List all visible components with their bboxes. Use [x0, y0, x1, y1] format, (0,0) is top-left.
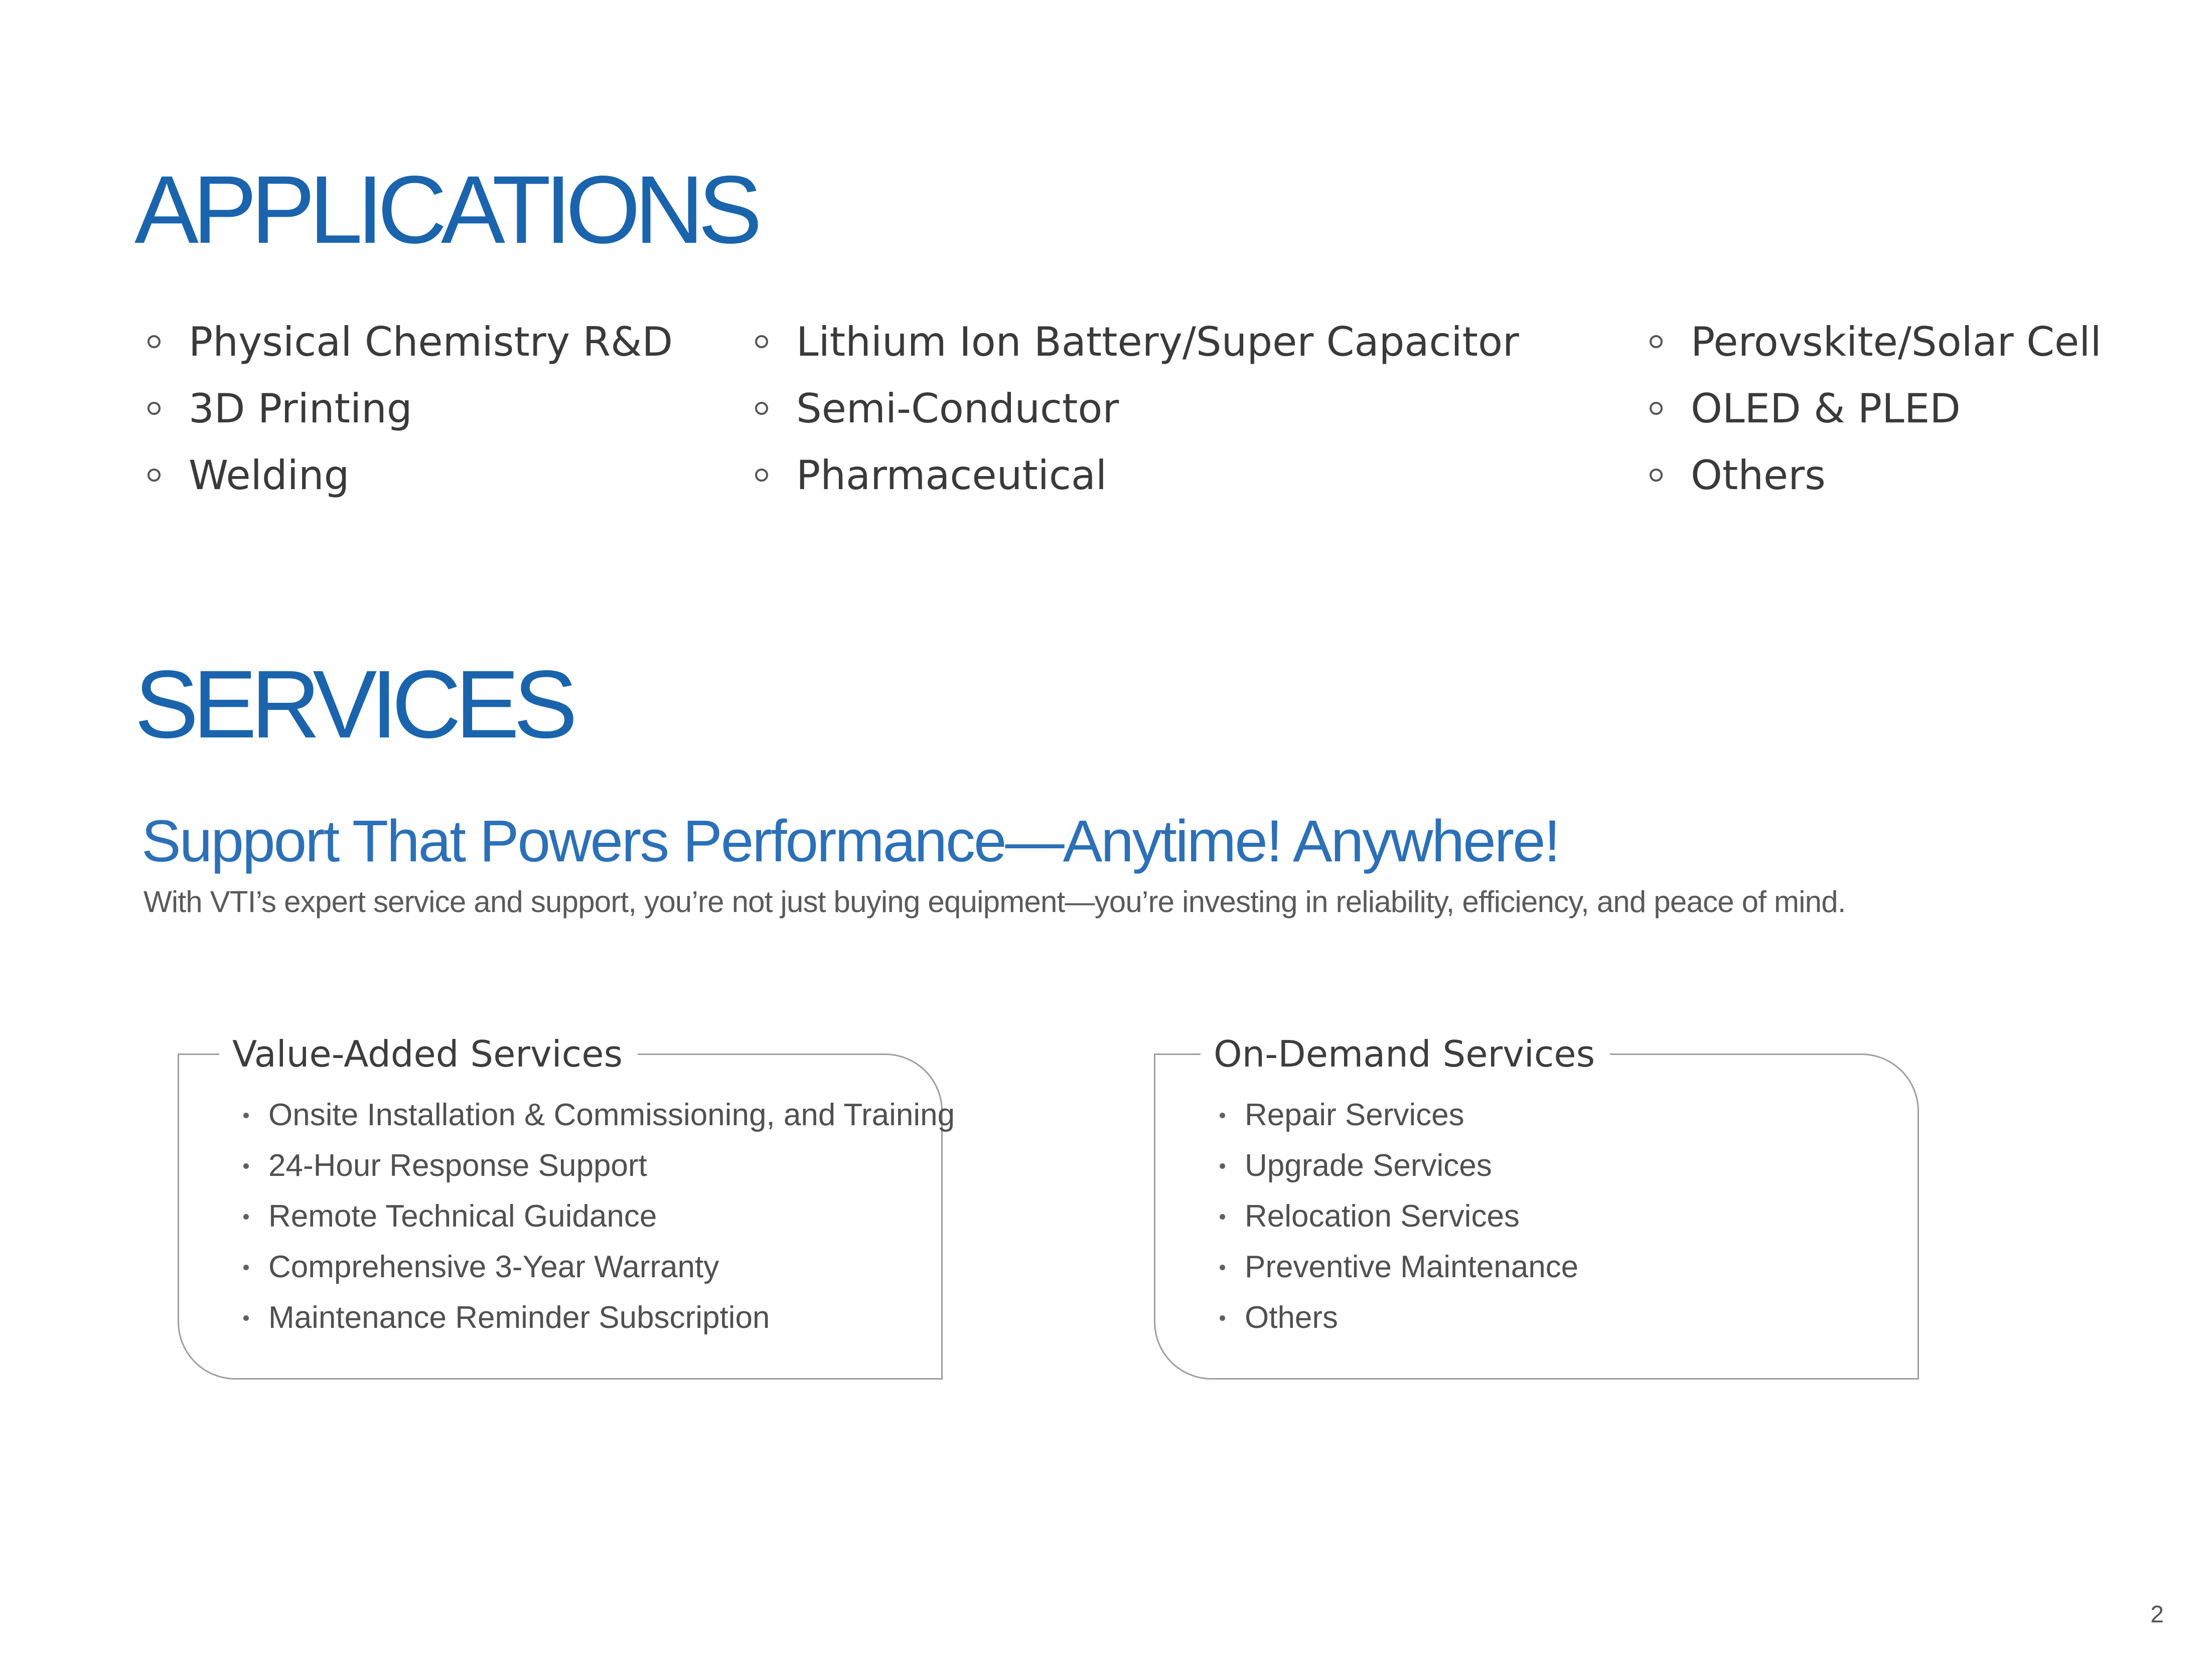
list-item: [1220, 1242, 1578, 1293]
value-added-services-box: [178, 1033, 955, 1380]
service-label: 24-Hour Response Support: [268, 1148, 647, 1183]
application-item: [1650, 450, 2102, 517]
application-item: [755, 450, 1519, 517]
application-label: 3D Printing: [189, 385, 412, 432]
application-item: [1650, 384, 2102, 450]
circle-bullet-icon: [1650, 469, 1663, 482]
service-label: Relocation Services: [1245, 1199, 1520, 1234]
circle-bullet-icon: [1650, 402, 1663, 415]
service-label: Others: [1245, 1300, 1339, 1335]
on-demand-services-box: [1154, 1033, 1919, 1380]
bullet-icon: [1220, 1265, 1225, 1270]
applications-column-3: [1650, 317, 2102, 517]
bullet-icon: [1220, 1113, 1225, 1118]
bullet-icon: [243, 1113, 249, 1118]
application-item: [148, 450, 673, 517]
circle-bullet-icon: [755, 469, 768, 482]
service-label: Onsite Installation & Commissioning, and Training: [268, 1098, 955, 1132]
application-item: [755, 384, 1519, 450]
circle-bullet-icon: [755, 402, 768, 415]
list-item: [1220, 1141, 1578, 1191]
service-label: Preventive Maintenance: [1245, 1250, 1579, 1284]
application-label: Lithium Ion Battery/Super Capacitor: [796, 319, 1519, 365]
application-label: Physical Chemistry R&D: [189, 319, 673, 365]
application-item: [148, 317, 673, 384]
bullet-icon: [1220, 1214, 1225, 1220]
service-label: Maintenance Reminder Subscription: [268, 1300, 770, 1335]
list-item: [1220, 1090, 1578, 1141]
list-item: [243, 1141, 955, 1191]
applications-title: APPLICATIONS: [134, 156, 757, 263]
list-item: [243, 1090, 955, 1141]
services-title: SERVICES: [134, 650, 572, 758]
circle-bullet-icon: [148, 469, 161, 482]
application-item: [755, 317, 1519, 384]
service-label: Remote Technical Guidance: [268, 1199, 657, 1234]
application-item: [148, 384, 673, 450]
application-label: Welding: [189, 452, 350, 499]
bullet-icon: [243, 1265, 249, 1270]
list-item: [1220, 1293, 1578, 1343]
bullet-icon: [1220, 1315, 1225, 1321]
service-label: Upgrade Services: [1245, 1148, 1492, 1183]
circle-bullet-icon: [1650, 335, 1663, 348]
list-item: [243, 1242, 955, 1293]
value-added-services-heading: Value-Added Services: [219, 1029, 638, 1079]
applications-column-2: [755, 317, 1519, 517]
application-label: Pharmaceutical: [796, 452, 1107, 499]
bullet-icon: [243, 1315, 249, 1321]
page-number: 2: [2150, 1601, 2164, 1628]
bullet-icon: [243, 1163, 249, 1169]
bullet-icon: [1220, 1163, 1225, 1169]
on-demand-services-list: [1220, 1090, 1578, 1343]
application-label: Semi-Conductor: [796, 385, 1119, 432]
value-added-services-list: [243, 1090, 955, 1343]
applications-column-1: [148, 317, 673, 517]
on-demand-services-heading: On-Demand Services: [1201, 1029, 1610, 1079]
bullet-icon: [243, 1214, 249, 1220]
list-item: [243, 1293, 955, 1343]
service-label: Repair Services: [1245, 1098, 1464, 1132]
services-tagline: Support That Powers Performance—Anytime! Anywhere!: [141, 808, 1559, 874]
list-item: [1220, 1191, 1578, 1242]
services-intro: With VTI’s expert service and support, you’re not just buying equipment—you’re investing in reliability, efficiency, and peace of mind.: [143, 885, 1846, 919]
application-item: [1650, 317, 2102, 384]
circle-bullet-icon: [755, 335, 768, 348]
application-label: Perovskite/Solar Cell: [1691, 319, 2102, 365]
circle-bullet-icon: [148, 335, 161, 348]
application-label: OLED & PLED: [1691, 385, 1961, 432]
application-label: Others: [1691, 452, 1826, 499]
circle-bullet-icon: [148, 402, 161, 415]
service-label: Comprehensive 3-Year Warranty: [268, 1250, 719, 1284]
list-item: [243, 1191, 955, 1242]
